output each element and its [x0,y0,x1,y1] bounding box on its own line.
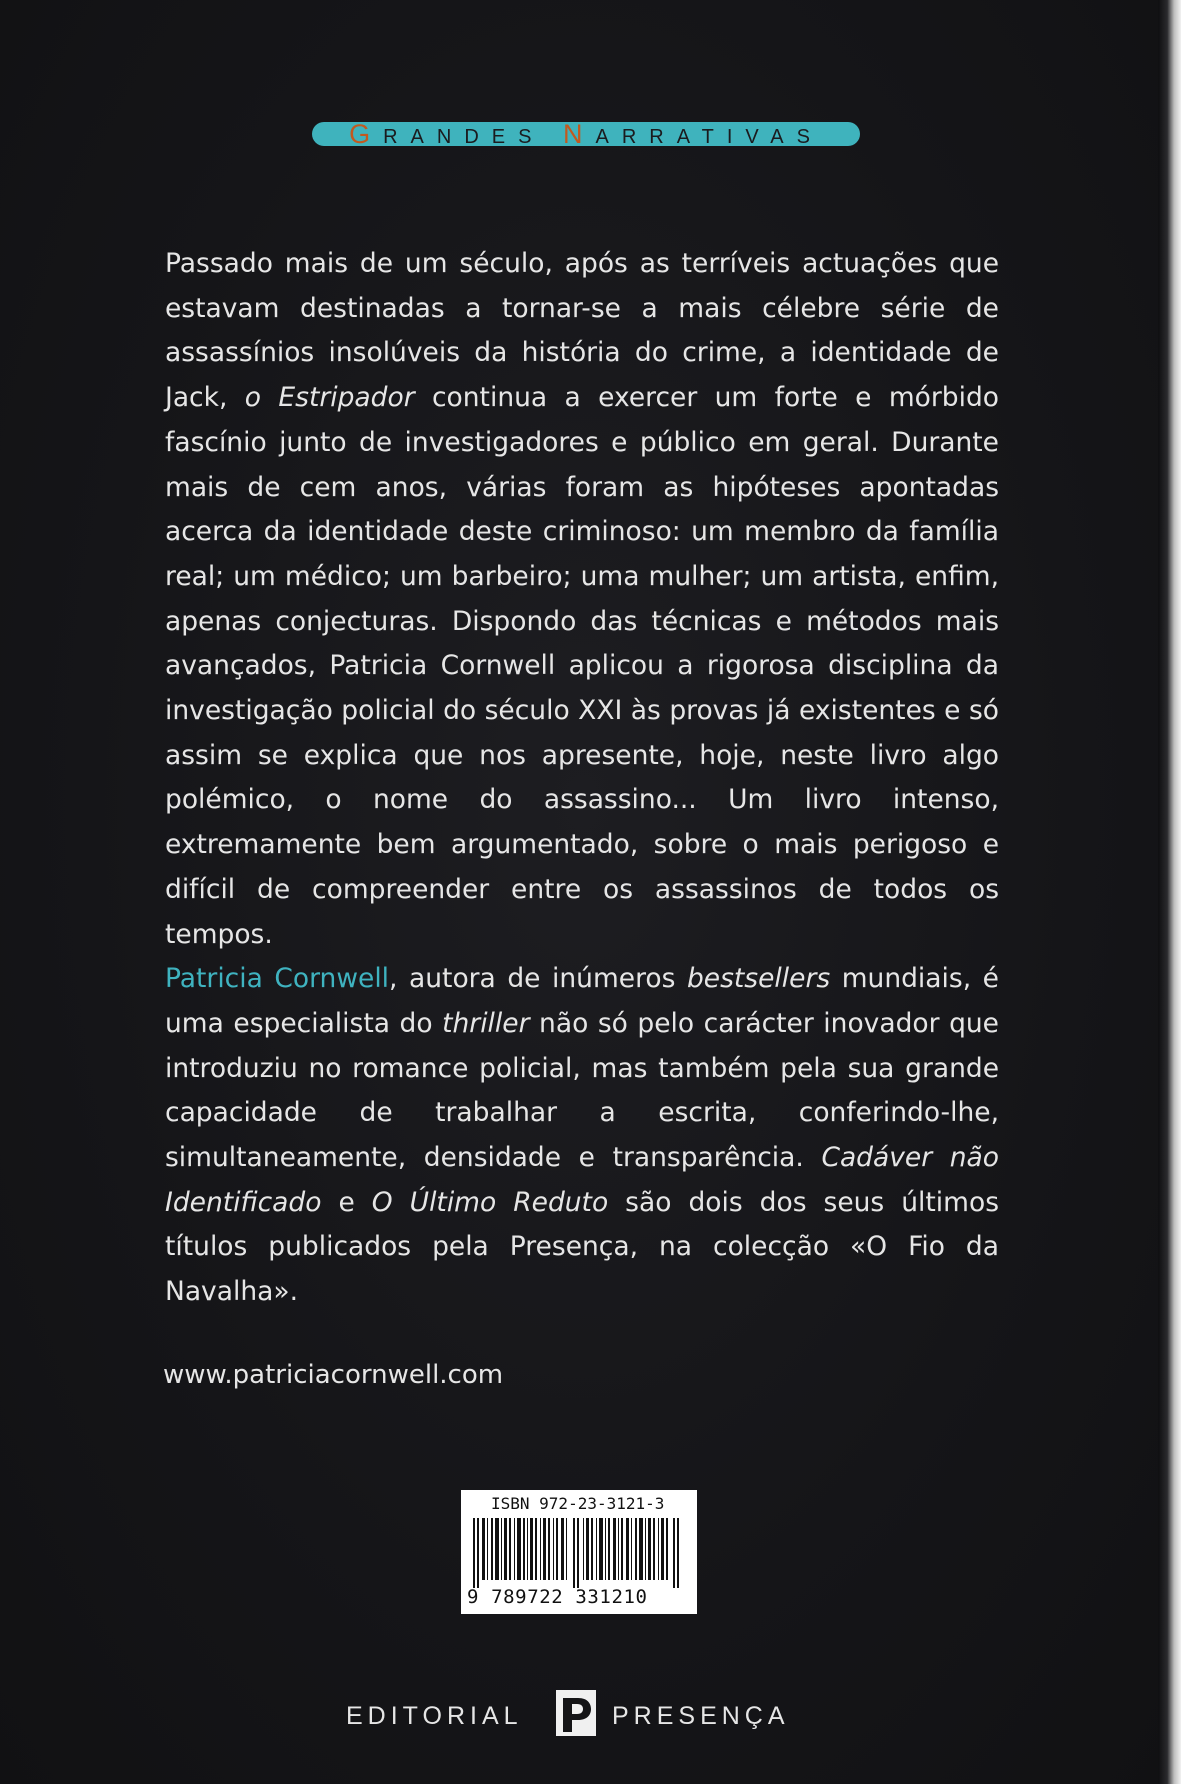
publisher-word-editorial: EDITORIAL [346,1702,523,1730]
book-title-2: O Último Reduto [371,1186,609,1218]
isbn-label: ISBN 972-23-3121-3 [491,1494,665,1513]
presenca-p-logo-icon [556,1690,596,1736]
series-initial-n: N [563,118,596,149]
author-name: Patricia Cornwell [165,963,390,995]
synopsis-p1-text-a: Passado mais de um século, após as terríveis actuações que estavam destinadas a tornar-se a mais célebre série de assassínios insolúveis da história do crime, a identidade de Jack, [165,248,999,414]
author-p-text-c: não só pelo carácter inovador que introduziu no romance policial, mas também pela sua grande capacidade de trabalhar a escrita, conferindo-lhe, simultaneamente, densidade e transparência. [165,1007,999,1174]
publisher-imprint [346,1690,806,1740]
author-website: www.patriciacornwell.com [163,1360,504,1390]
isbn-barcode-box [461,1490,697,1614]
author-p-text-a: , autora de inúmeros [389,963,687,995]
series-word-2: ARRATIVAS [595,125,823,148]
publisher-word-presenca: PRESENÇA [612,1702,790,1730]
series-banner [312,118,860,149]
author-p-italic-2: thriller [442,1007,530,1039]
synopsis-text [165,242,999,1315]
author-p-text-d: e [321,1186,372,1218]
book-title-1: Cadáver não Identificado [165,1142,999,1218]
series-title [349,119,823,150]
synopsis-p1-text-b: continua a exercer um forte e mórbido fascínio junto de investigadores e público em geral. Durante mais de cem anos, várias foram as hipóteses apontadas acerca da identidade deste criminoso: um membro da família real; um médico; um barbeiro; uma mulher; um artista, enfim, apenas conjecturas. Dispondo das técnicas e métodos mais avançados, Patricia Cornwell aplicou a rigorosa disciplina da investigação policial do século XXI às provas já existentes e só assim se explica que nos apresente, hoje, neste livro algo polémico, o nome do assassino... Um livro intenso, extremamente bem argumentado, sobre o mais perigoso e difícil de compreender entre os assassinos de todos os tempos. [165,382,999,950]
author-p-italic-1: bestsellers [686,963,831,995]
barcode-digits: 9 789722 331210 [467,1586,648,1608]
series-initial-g: G [349,118,384,149]
author-p-text-e: são dois dos seus últimos títulos publicados pela Presença, na colecção «O Fio da Navalha». [165,1186,1000,1308]
author-p-text-b: mundiais, é uma especialista do [165,963,999,1039]
synopsis-p1-italic: o Estripador [244,382,415,414]
series-word-1: RANDES [383,125,545,148]
barcode-graphic [469,1518,689,1588]
page-edge [1158,0,1181,1784]
author-paragraph [165,957,999,1315]
synopsis-paragraph-1 [165,242,999,957]
